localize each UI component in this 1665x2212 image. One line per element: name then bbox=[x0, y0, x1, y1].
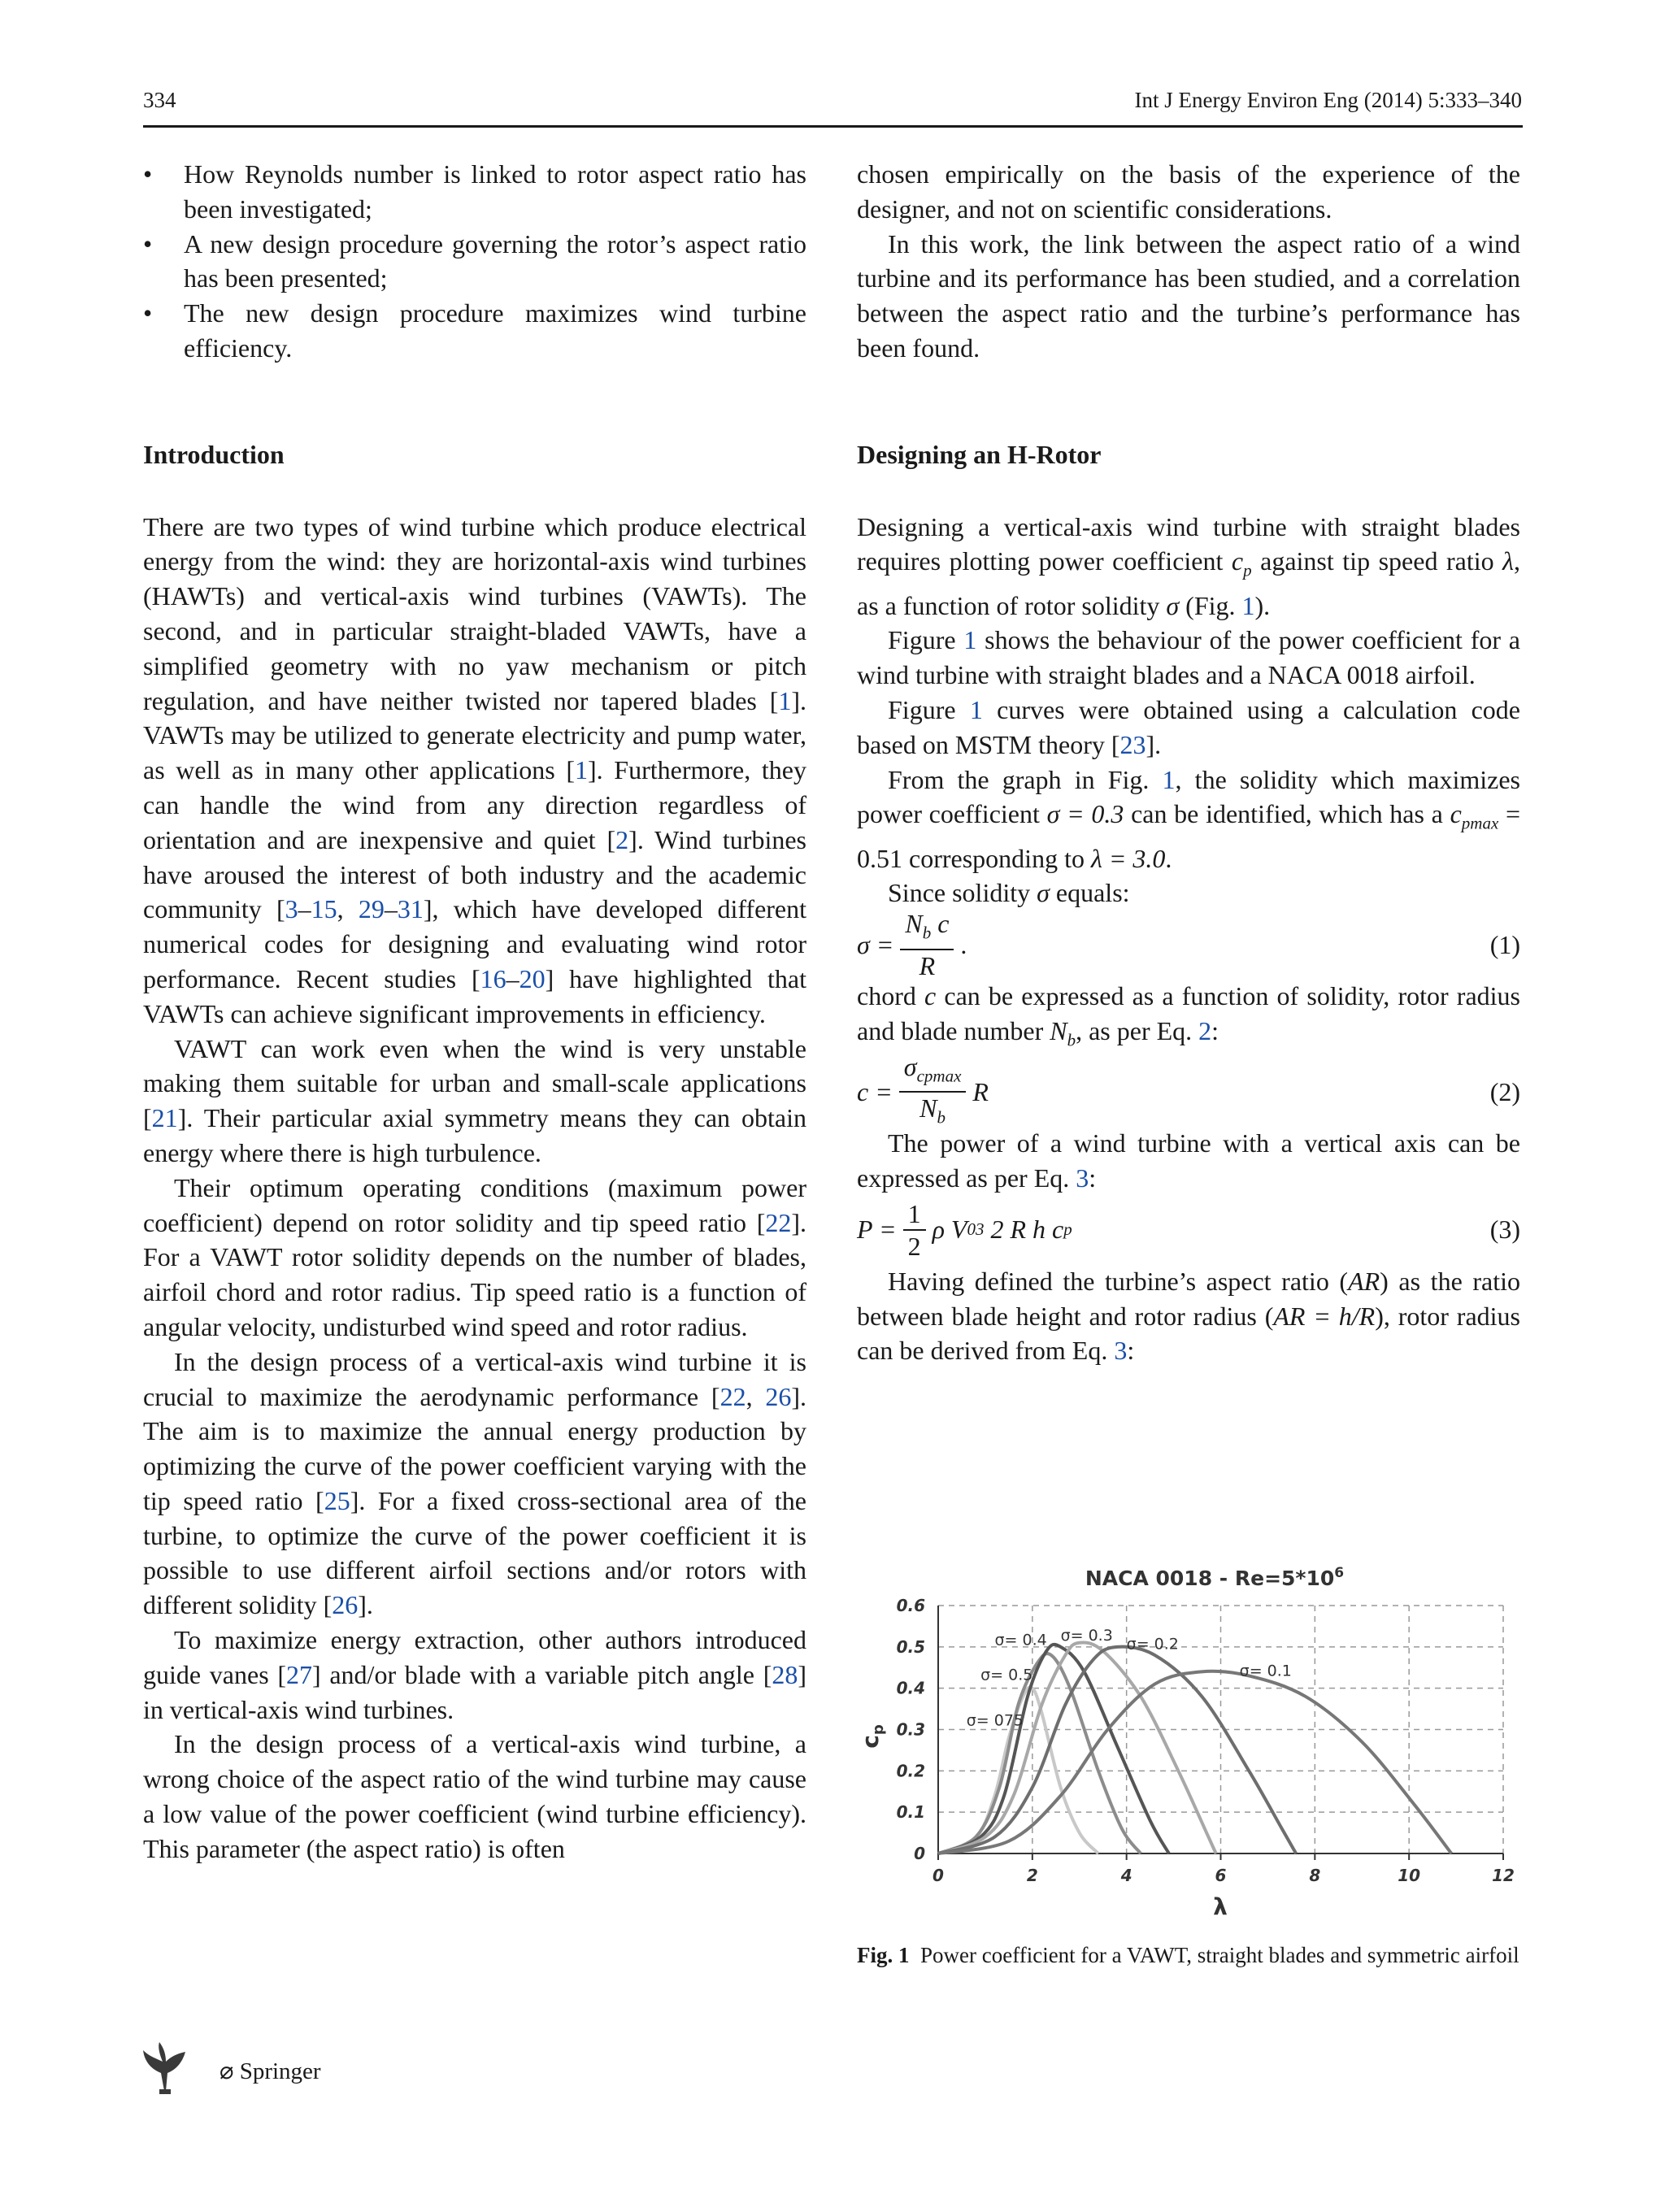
y-tick-label: 0.4 bbox=[896, 1678, 925, 1698]
header-rule bbox=[143, 125, 1523, 128]
design-paragraph-5: Since solidity σ equals: bbox=[888, 878, 1130, 908]
chart-title: NACA $0018 - Re=5*10^6$ bbox=[1085, 1565, 1345, 1590]
equation-2: c = $\frac{\sigma_{cpmax}}{N_b}$ R (2) bbox=[857, 1051, 1520, 1128]
equation-number: (1) bbox=[1489, 929, 1520, 959]
series-label: σ= 0.3 bbox=[1060, 1627, 1113, 1645]
x-axis-label: λ bbox=[1213, 1893, 1228, 1919]
series-label: σ= 0.4 bbox=[994, 1631, 1047, 1649]
list-item: • How Reynolds number is linked to rotor aspect ratio has been investigated; bbox=[143, 159, 806, 224]
y-tick-label: 0.1 bbox=[896, 1802, 925, 1823]
y-tick-label: 0.3 bbox=[896, 1719, 925, 1740]
figure-link[interactable]: 1 bbox=[1241, 590, 1255, 620]
citation-link[interactable]: 29 bbox=[358, 894, 385, 924]
springer-tree-logo bbox=[140, 2040, 189, 2096]
citation-link[interactable]: 2 bbox=[615, 824, 629, 854]
equation-link[interactable]: 3 bbox=[1076, 1162, 1089, 1193]
citation-link[interactable]: 15 bbox=[311, 894, 337, 924]
intro-paragraph-1: There are two types of wind turbine which produce electrical energy from the wind: they are horizontal-axis wind turbines (HAWTs) and vertical-axis wind turbines (VAWTs). The second, and in particular straight-bladed VAWTs, have a simplified geometry with no yaw mechanism or pitch regulation, and have neither twisted nor tapered blades [1]. VAWTs may be utilized to generate electricity and pump water, as well as in many other applications [1]. Furthermore, they can handle the wind from any direction regardless of orientation and are inexpensive and quiet [2]. Wind turbines have aroused the interest of both industry and the academic community [3–15, 29–31], which have developed different numerical codes for designing and evaluating wind rotor performance. Recent studies [16–20] have highlighted that VAWTs can achieve significant improvements in efficiency. bbox=[143, 511, 807, 1028]
series-label: σ= 0.1 bbox=[1239, 1662, 1292, 1680]
design-paragraph-8: Having defined the turbine’s aspect ratio (AR) as the ratio between blade height and rotor radius (AR = h/R), rotor radius can be derived from Eq. 3: bbox=[857, 1266, 1521, 1366]
citation-link[interactable]: 22 bbox=[765, 1207, 792, 1237]
equation-number: (2) bbox=[1489, 1076, 1520, 1106]
intro-paragraph-4: In the design process of a vertical-axis wind turbine it is crucial to maximize the aerodynamic performance [22, 26]. The aim is to maximize the annual energy production by optimizing the curve of the power coefficient varying with the tip speed ratio [25]. For a fixed cross-sectional area of the turbine, to optimize the curve of the power coefficient it is possible to use different airfoil sections and/or rotors with different solidity [26]. bbox=[143, 1346, 807, 1620]
design-paragraph-6: chord c can be expressed as a function of solidity, rotor radius and blade number $N_b$, as per Eq. 2: bbox=[857, 981, 1521, 1050]
series-label: σ= 075 bbox=[966, 1711, 1024, 1730]
citation-link[interactable]: 1 bbox=[575, 755, 588, 785]
citation-link[interactable]: 28 bbox=[772, 1659, 798, 1689]
equation-link[interactable]: 3 bbox=[1114, 1336, 1128, 1366]
design-paragraph-1: Designing a vertical-axis wind turbine with straight blades requires plotting power coefficient $c_p$ against tip speed ratio λ, as a function of rotor solidity σ (Fig. 1). bbox=[857, 511, 1521, 620]
left-column bbox=[143, 157, 806, 1867]
right-column bbox=[857, 157, 1520, 1368]
design-heading: Designing an H-Rotor bbox=[857, 439, 1102, 469]
equation-link[interactable]: 2 bbox=[1198, 1015, 1212, 1045]
citation-link[interactable]: 26 bbox=[332, 1590, 359, 1620]
citation-link[interactable]: 27 bbox=[286, 1659, 312, 1689]
journal-header: Int J Energy Environ Eng (2014) 5:333–340 bbox=[1134, 88, 1522, 112]
equation-number: (3) bbox=[1489, 1215, 1520, 1245]
x-tick-label: 6 bbox=[1215, 1866, 1227, 1885]
citation-link[interactable]: 16 bbox=[480, 963, 506, 993]
introduction-heading: Introduction bbox=[143, 439, 285, 469]
citation-link[interactable]: 22 bbox=[719, 1381, 746, 1411]
series-label: σ= 0.2 bbox=[1126, 1635, 1179, 1654]
figure-1-chart bbox=[857, 1561, 1520, 1919]
y-tick-label: 0.5 bbox=[896, 1636, 925, 1657]
page-number: 334 bbox=[143, 88, 176, 112]
citation-link[interactable]: 1 bbox=[778, 685, 792, 715]
series-label: σ= 0.5 bbox=[980, 1666, 1033, 1684]
x-tick-label: 12 bbox=[1492, 1866, 1515, 1885]
equation-3: P = $\frac{1}{2}$ ρ V 0 3 2 R h c p (3) bbox=[857, 1198, 1520, 1261]
list-item: • A new design procedure governing the rotor’s aspect ratio has been presented; bbox=[143, 228, 806, 293]
series-line bbox=[938, 1654, 1141, 1853]
figure-link[interactable]: 1 bbox=[1162, 764, 1176, 794]
svg-text:cp: $c_p$ bbox=[857, 1724, 887, 1749]
intro-paragraph-3: Their optimum operating conditions (maximum power coefficient) depend on rotor solidity and tip speed ratio [22]. For a VAWT rotor solidity depends on the number of blades, airfoil chord and rotor radius. Tip speed ratio is a function of angular velocity, undisturbed wind speed and rotor radius. bbox=[143, 1172, 806, 1341]
citation-link[interactable]: 23 bbox=[1119, 729, 1146, 759]
citation-link[interactable]: 21 bbox=[151, 1103, 178, 1133]
paragraph-continued: chosen empirically on the basis of the experience of the designer, and not on scientific considerations. bbox=[857, 159, 1520, 224]
citation-link[interactable]: 3 bbox=[285, 894, 298, 924]
figure-link[interactable]: 1 bbox=[963, 625, 977, 655]
y-axis-label bbox=[857, 1724, 887, 1749]
x-tick-label: 4 bbox=[1120, 1866, 1132, 1885]
paragraph-aspect-ratio: In this work, the link between the aspect ratio of a wind turbine and its performance has been studied, and a correlation between the aspect ratio and the turbine’s performance has been found. bbox=[857, 228, 1520, 363]
x-tick-label: 10 bbox=[1398, 1866, 1421, 1885]
x-tick-label: 8 bbox=[1309, 1866, 1321, 1885]
design-paragraph-4: From the graph in Fig. 1, the solidity which maximizes power coefficient σ = 0.3 can be identified, which has a $c_{pmax} = 0.51$ corresponding to λ = 3.0. bbox=[857, 764, 1521, 873]
citation-link[interactable]: 26 bbox=[765, 1381, 792, 1411]
intro-paragraph-2: VAWT can work even when the wind is very unstable making them suitable for urban and small-scale applications [21]. Their particular axial symmetry means they can obtain energy where there is high turbulence. bbox=[143, 1033, 806, 1167]
citation-link[interactable]: 31 bbox=[397, 894, 424, 924]
y-tick-label: 0.2 bbox=[896, 1761, 925, 1781]
intro-paragraph-5: To maximize energy extraction, other authors introduced guide vanes [27] and/or blade with a variable pitch angle [28] in vertical-axis wind turbines. bbox=[143, 1625, 806, 1724]
series-line bbox=[938, 1671, 1451, 1853]
highlights-list bbox=[143, 157, 806, 366]
citation-link[interactable]: 25 bbox=[324, 1485, 350, 1515]
x-tick-label: 2 bbox=[1026, 1866, 1038, 1885]
citation-link[interactable]: 20 bbox=[519, 963, 546, 993]
springer-icon: ⌀ bbox=[220, 2058, 234, 2084]
x-tick-label: 0 bbox=[932, 1866, 944, 1885]
intro-paragraph-6: In the design process of a vertical-axis wind turbine, a wrong choice of the aspect ratio of the wind turbine may cause a low value of the power coefficient (wind turbine efficiency). This parameter (the aspect ratio) is often bbox=[143, 1729, 806, 1863]
equation-1: σ = $\frac{N_b c}{R}$ . (1) bbox=[857, 909, 1520, 980]
chart-svg bbox=[857, 1561, 1520, 1919]
design-paragraph-3: Figure 1 curves were obtained using a calculation code based on MSTM theory [23]. bbox=[857, 694, 1520, 759]
design-paragraph-2: Figure 1 shows the behaviour of the power coefficient for a wind turbine with straight blades and a NACA 0018 airfoil. bbox=[857, 625, 1521, 690]
design-paragraph-7: The power of a wind turbine with a vertical axis can be expressed as per Eq. 3: bbox=[857, 1128, 1520, 1193]
figure-caption: Fig. 1 Power coefficient for a VAWT, straight blades and symmetric airfoil bbox=[857, 1943, 1519, 1967]
y-tick-label: 0 bbox=[914, 1844, 925, 1863]
figure-link[interactable]: 1 bbox=[969, 694, 983, 724]
y-tick-label: 0.6 bbox=[896, 1596, 925, 1615]
publisher-footer: ⌀ Springer bbox=[220, 2058, 321, 2084]
list-item: • The new design procedure maximizes wind turbine efficiency. bbox=[143, 298, 806, 363]
